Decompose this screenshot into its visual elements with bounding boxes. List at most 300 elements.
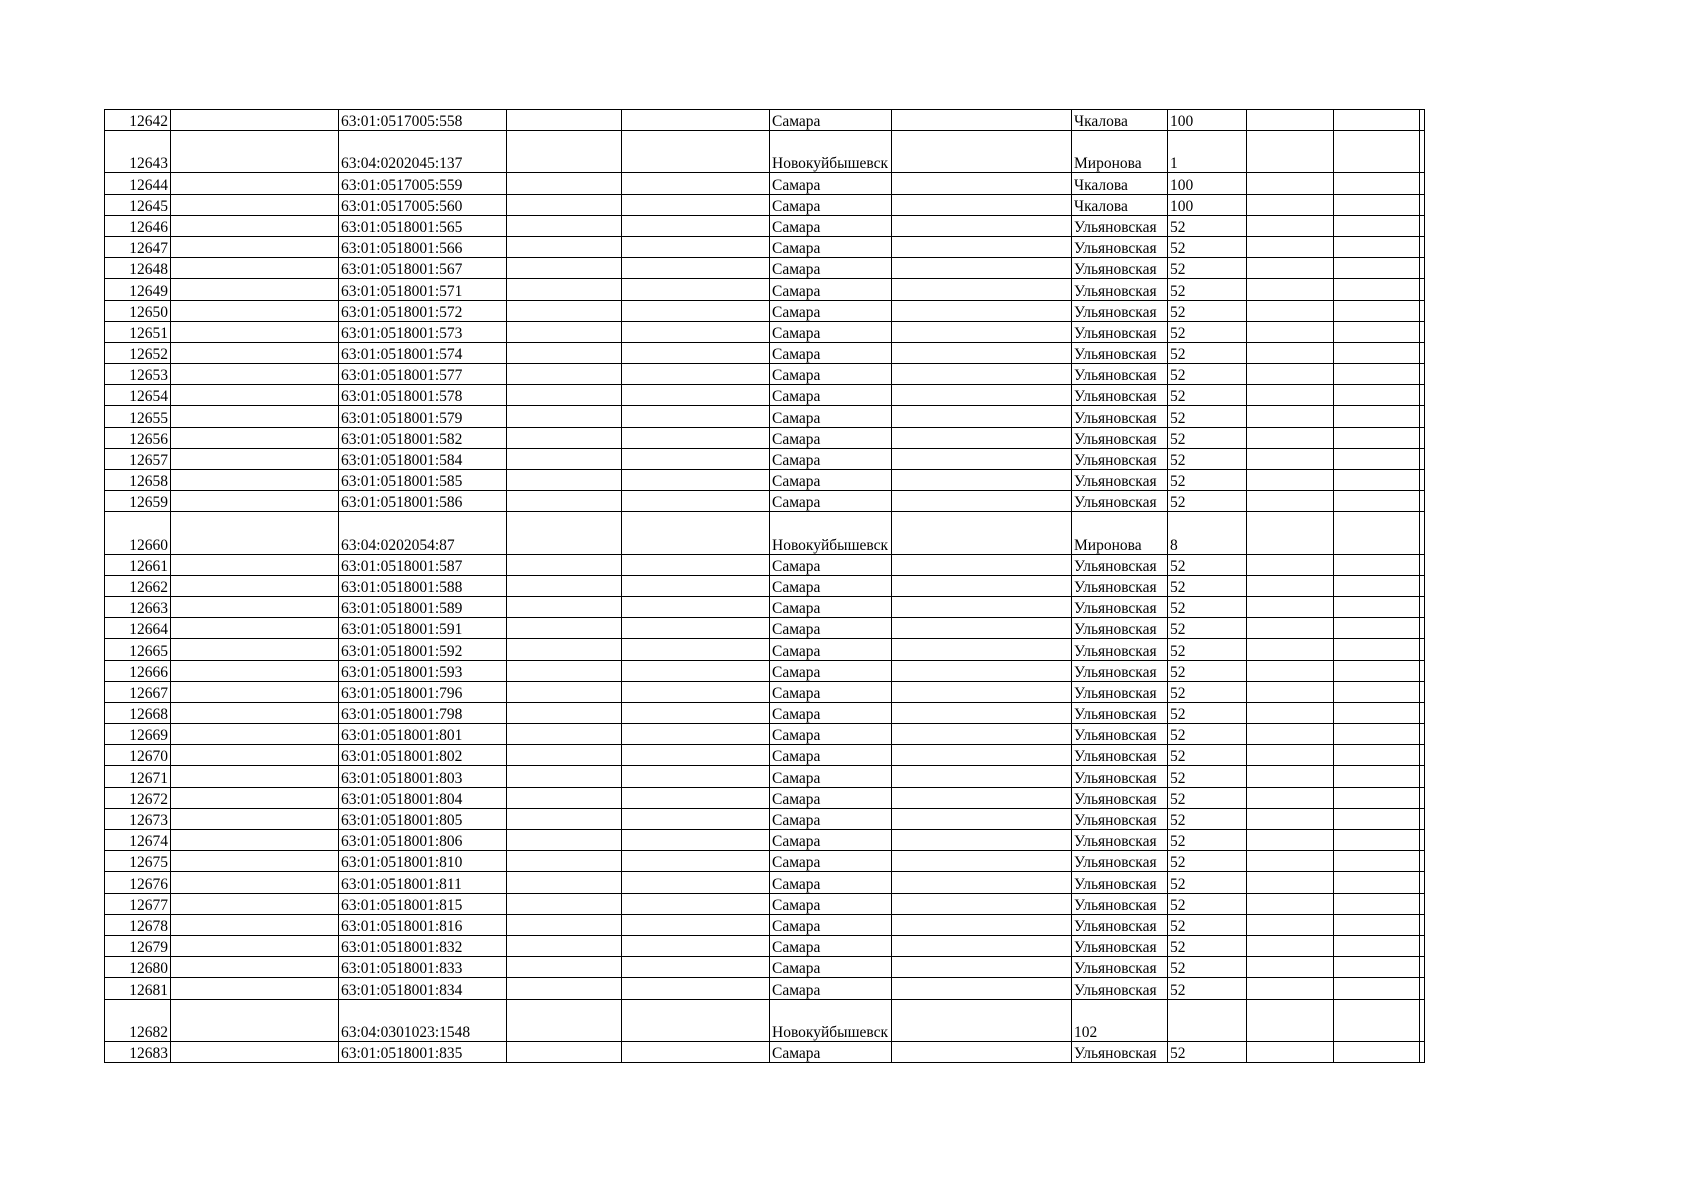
- city-cell: Самара: [770, 702, 892, 723]
- city-cell: Самара: [770, 110, 892, 131]
- empty-cell: [1334, 999, 1420, 1041]
- empty-cell: [892, 342, 1072, 363]
- empty-cell: [1420, 914, 1425, 935]
- city-cell: Самара: [770, 957, 892, 978]
- empty-cell: [171, 512, 339, 554]
- empty-cell: [1420, 173, 1425, 194]
- table-row: [105, 618, 1425, 639]
- street-cell: Чкалова: [1072, 110, 1168, 131]
- street-cell: Ульяновская: [1072, 681, 1168, 702]
- empty-cell: [507, 512, 622, 554]
- cadastral-number-cell: 63:01:0518001:574: [339, 342, 507, 363]
- table-row: [105, 491, 1425, 512]
- house-number-cell: 52: [1168, 618, 1247, 639]
- empty-cell: [171, 470, 339, 491]
- cadastral-number-cell: 63:04:0202054:87: [339, 512, 507, 554]
- empty-cell: [1420, 639, 1425, 660]
- row-number-cell: 12654: [105, 385, 171, 406]
- empty-cell: [1247, 1041, 1334, 1062]
- empty-cell: [507, 575, 622, 596]
- cadastral-number-cell: 63:01:0518001:567: [339, 258, 507, 279]
- house-number-cell: 52: [1168, 681, 1247, 702]
- table-row: [105, 999, 1425, 1041]
- empty-cell: [1420, 279, 1425, 300]
- empty-cell: [507, 893, 622, 914]
- street-cell: Ульяновская: [1072, 957, 1168, 978]
- empty-cell: [507, 745, 622, 766]
- table-row: [105, 639, 1425, 660]
- house-number-cell: 8: [1168, 512, 1247, 554]
- city-cell: Самара: [770, 491, 892, 512]
- empty-cell: [1420, 872, 1425, 893]
- empty-cell: [1247, 851, 1334, 872]
- empty-cell: [1334, 406, 1420, 427]
- empty-cell: [622, 194, 770, 215]
- street-cell: Ульяновская: [1072, 618, 1168, 639]
- empty-cell: [507, 935, 622, 956]
- empty-cell: [171, 766, 339, 787]
- cadastral-number-cell: 63:01:0518001:801: [339, 724, 507, 745]
- street-cell: Ульяновская: [1072, 978, 1168, 999]
- city-cell: Самара: [770, 258, 892, 279]
- table-row: [105, 236, 1425, 257]
- empty-cell: [171, 364, 339, 385]
- street-cell: Ульяновская: [1072, 830, 1168, 851]
- cadastral-number-cell: 63:01:0518001:811: [339, 872, 507, 893]
- table-row: [105, 258, 1425, 279]
- house-number-cell: 1: [1168, 131, 1247, 173]
- table-row: [105, 724, 1425, 745]
- city-cell: Самара: [770, 173, 892, 194]
- empty-cell: [1334, 279, 1420, 300]
- empty-cell: [1420, 215, 1425, 236]
- empty-cell: [1334, 935, 1420, 956]
- empty-cell: [507, 470, 622, 491]
- empty-cell: [1420, 300, 1425, 321]
- empty-cell: [892, 300, 1072, 321]
- row-number-cell: 12662: [105, 575, 171, 596]
- empty-cell: [1247, 681, 1334, 702]
- empty-cell: [1247, 724, 1334, 745]
- table-row: [105, 448, 1425, 469]
- empty-cell: [622, 512, 770, 554]
- empty-cell: [1334, 787, 1420, 808]
- empty-cell: [1420, 554, 1425, 575]
- empty-cell: [892, 724, 1072, 745]
- cadastral-number-cell: 63:01:0518001:588: [339, 575, 507, 596]
- empty-cell: [507, 766, 622, 787]
- empty-cell: [622, 935, 770, 956]
- empty-cell: [1334, 385, 1420, 406]
- city-cell: Самара: [770, 766, 892, 787]
- row-number-cell: 12674: [105, 830, 171, 851]
- cadastral-number-cell: 63:04:0301023:1548: [339, 999, 507, 1041]
- house-number-cell: 52: [1168, 978, 1247, 999]
- city-cell: Самара: [770, 787, 892, 808]
- cadastral-number-cell: 63:01:0518001:565: [339, 215, 507, 236]
- empty-cell: [1420, 724, 1425, 745]
- empty-cell: [171, 575, 339, 596]
- empty-cell: [1247, 406, 1334, 427]
- empty-cell: [622, 342, 770, 363]
- empty-cell: [1247, 279, 1334, 300]
- empty-cell: [1247, 470, 1334, 491]
- cadastral-number-cell: 63:01:0518001:835: [339, 1041, 507, 1062]
- row-number-cell: 12682: [105, 999, 171, 1041]
- city-cell: Самара: [770, 851, 892, 872]
- cadastral-number-cell: 63:01:0518001:586: [339, 491, 507, 512]
- empty-cell: [1247, 342, 1334, 363]
- city-cell: Самара: [770, 1041, 892, 1062]
- city-cell: Новокуйбышевск: [770, 131, 892, 173]
- empty-cell: [622, 173, 770, 194]
- empty-cell: [171, 131, 339, 173]
- empty-cell: [507, 491, 622, 512]
- empty-cell: [507, 321, 622, 342]
- city-cell: Самара: [770, 554, 892, 575]
- empty-cell: [622, 215, 770, 236]
- empty-cell: [622, 427, 770, 448]
- empty-cell: [1247, 110, 1334, 131]
- empty-cell: [892, 406, 1072, 427]
- empty-cell: [892, 321, 1072, 342]
- empty-cell: [1420, 596, 1425, 617]
- empty-cell: [622, 808, 770, 829]
- street-cell: Ульяновская: [1072, 491, 1168, 512]
- table-row: [105, 342, 1425, 363]
- empty-cell: [622, 978, 770, 999]
- empty-cell: [1420, 470, 1425, 491]
- house-number-cell: 52: [1168, 830, 1247, 851]
- empty-cell: [507, 596, 622, 617]
- house-number-cell: 52: [1168, 427, 1247, 448]
- empty-cell: [892, 872, 1072, 893]
- empty-cell: [1334, 342, 1420, 363]
- registry-table: [104, 109, 1425, 1063]
- empty-cell: [1420, 258, 1425, 279]
- empty-cell: [1420, 957, 1425, 978]
- city-cell: Самара: [770, 427, 892, 448]
- row-number-cell: 12672: [105, 787, 171, 808]
- cadastral-number-cell: 63:01:0518001:804: [339, 787, 507, 808]
- empty-cell: [1247, 957, 1334, 978]
- empty-cell: [171, 406, 339, 427]
- table-row: [105, 787, 1425, 808]
- cadastral-number-cell: 63:01:0518001:584: [339, 448, 507, 469]
- cadastral-number-cell: 63:01:0518001:810: [339, 851, 507, 872]
- cadastral-number-cell: 63:01:0518001:798: [339, 702, 507, 723]
- city-cell: Самара: [770, 872, 892, 893]
- row-number-cell: 12666: [105, 660, 171, 681]
- empty-cell: [892, 364, 1072, 385]
- empty-cell: [171, 957, 339, 978]
- house-number-cell: 52: [1168, 364, 1247, 385]
- empty-cell: [892, 639, 1072, 660]
- empty-cell: [507, 364, 622, 385]
- empty-cell: [892, 491, 1072, 512]
- city-cell: Самара: [770, 639, 892, 660]
- house-number-cell: 52: [1168, 385, 1247, 406]
- city-cell: Самара: [770, 618, 892, 639]
- empty-cell: [1334, 194, 1420, 215]
- empty-cell: [1334, 702, 1420, 723]
- table-row: [105, 321, 1425, 342]
- row-number-cell: 12652: [105, 342, 171, 363]
- row-number-cell: 12676: [105, 872, 171, 893]
- house-number-cell: 52: [1168, 1041, 1247, 1062]
- empty-cell: [1420, 745, 1425, 766]
- empty-cell: [892, 914, 1072, 935]
- empty-cell: [507, 427, 622, 448]
- street-cell: Ульяновская: [1072, 385, 1168, 406]
- empty-cell: [892, 427, 1072, 448]
- empty-cell: [1420, 618, 1425, 639]
- table-row: [105, 427, 1425, 448]
- empty-cell: [892, 745, 1072, 766]
- empty-cell: [171, 872, 339, 893]
- empty-cell: [622, 385, 770, 406]
- street-cell: Ульяновская: [1072, 745, 1168, 766]
- empty-cell: [507, 279, 622, 300]
- empty-cell: [171, 215, 339, 236]
- table-row: [105, 660, 1425, 681]
- empty-cell: [1247, 194, 1334, 215]
- empty-cell: [622, 258, 770, 279]
- empty-cell: [622, 999, 770, 1041]
- empty-cell: [1334, 724, 1420, 745]
- row-number-cell: 12670: [105, 745, 171, 766]
- empty-cell: [1420, 512, 1425, 554]
- cadastral-number-cell: 63:04:0202045:137: [339, 131, 507, 173]
- city-cell: Самара: [770, 660, 892, 681]
- row-number-cell: 12660: [105, 512, 171, 554]
- empty-cell: [507, 194, 622, 215]
- cadastral-number-cell: 63:01:0518001:585: [339, 470, 507, 491]
- empty-cell: [1420, 236, 1425, 257]
- row-number-cell: 12663: [105, 596, 171, 617]
- empty-cell: [1247, 554, 1334, 575]
- empty-cell: [1247, 639, 1334, 660]
- table-body: [105, 110, 1425, 1063]
- empty-cell: [507, 110, 622, 131]
- city-cell: Новокуйбышевск: [770, 512, 892, 554]
- street-cell: Ульяновская: [1072, 935, 1168, 956]
- house-number-cell: 52: [1168, 321, 1247, 342]
- table-row: [105, 935, 1425, 956]
- row-number-cell: 12658: [105, 470, 171, 491]
- empty-cell: [1247, 491, 1334, 512]
- street-cell: Ульяновская: [1072, 914, 1168, 935]
- empty-cell: [171, 999, 339, 1041]
- cadastral-number-cell: 63:01:0518001:579: [339, 406, 507, 427]
- house-number-cell: 52: [1168, 702, 1247, 723]
- cadastral-number-cell: 63:01:0517005:560: [339, 194, 507, 215]
- empty-cell: [171, 491, 339, 512]
- city-cell: Самара: [770, 893, 892, 914]
- cadastral-number-cell: 63:01:0518001:573: [339, 321, 507, 342]
- empty-cell: [892, 194, 1072, 215]
- empty-cell: [1420, 131, 1425, 173]
- cadastral-number-cell: 63:01:0518001:566: [339, 236, 507, 257]
- cadastral-number-cell: 63:01:0518001:834: [339, 978, 507, 999]
- empty-cell: [892, 131, 1072, 173]
- row-number-cell: 12661: [105, 554, 171, 575]
- cadastral-number-cell: 63:01:0518001:571: [339, 279, 507, 300]
- table-row: [105, 872, 1425, 893]
- empty-cell: [507, 851, 622, 872]
- house-number-cell: 52: [1168, 470, 1247, 491]
- street-cell: Чкалова: [1072, 173, 1168, 194]
- city-cell: Самара: [770, 385, 892, 406]
- house-number-cell: 52: [1168, 342, 1247, 363]
- empty-cell: [507, 131, 622, 173]
- empty-cell: [892, 470, 1072, 491]
- empty-cell: [622, 745, 770, 766]
- empty-cell: [507, 702, 622, 723]
- row-number-cell: 12651: [105, 321, 171, 342]
- cadastral-number-cell: 63:01:0518001:592: [339, 639, 507, 660]
- cadastral-number-cell: 63:01:0517005:558: [339, 110, 507, 131]
- empty-cell: [507, 173, 622, 194]
- empty-cell: [171, 618, 339, 639]
- empty-cell: [1247, 702, 1334, 723]
- empty-cell: [892, 512, 1072, 554]
- row-number-cell: 12669: [105, 724, 171, 745]
- empty-cell: [1247, 872, 1334, 893]
- empty-cell: [1247, 427, 1334, 448]
- empty-cell: [507, 448, 622, 469]
- city-cell: Самара: [770, 406, 892, 427]
- empty-cell: [507, 978, 622, 999]
- table-row: [105, 851, 1425, 872]
- street-cell: Ульяновская: [1072, 321, 1168, 342]
- empty-cell: [1334, 872, 1420, 893]
- empty-cell: [622, 618, 770, 639]
- empty-cell: [1420, 978, 1425, 999]
- empty-cell: [622, 1041, 770, 1062]
- empty-cell: [1334, 448, 1420, 469]
- row-number-cell: 12643: [105, 131, 171, 173]
- empty-cell: [171, 745, 339, 766]
- empty-cell: [892, 258, 1072, 279]
- empty-cell: [507, 957, 622, 978]
- empty-cell: [507, 385, 622, 406]
- row-number-cell: 12646: [105, 215, 171, 236]
- empty-cell: [1334, 110, 1420, 131]
- empty-cell: [892, 978, 1072, 999]
- city-cell: Самара: [770, 935, 892, 956]
- empty-cell: [507, 999, 622, 1041]
- empty-cell: [892, 702, 1072, 723]
- empty-cell: [507, 236, 622, 257]
- empty-cell: [1420, 427, 1425, 448]
- empty-cell: [1247, 893, 1334, 914]
- empty-cell: [622, 914, 770, 935]
- table-row: [105, 512, 1425, 554]
- row-number-cell: 12642: [105, 110, 171, 131]
- cadastral-number-cell: 63:01:0518001:806: [339, 830, 507, 851]
- city-cell: Самара: [770, 342, 892, 363]
- row-number-cell: 12648: [105, 258, 171, 279]
- empty-cell: [1247, 321, 1334, 342]
- empty-cell: [1334, 914, 1420, 935]
- empty-cell: [1334, 639, 1420, 660]
- empty-cell: [1334, 173, 1420, 194]
- empty-cell: [171, 236, 339, 257]
- house-number-cell: 52: [1168, 724, 1247, 745]
- empty-cell: [1334, 215, 1420, 236]
- row-number-cell: 12673: [105, 808, 171, 829]
- empty-cell: [171, 258, 339, 279]
- street-cell: Ульяновская: [1072, 406, 1168, 427]
- empty-cell: [171, 660, 339, 681]
- row-number-cell: 12653: [105, 364, 171, 385]
- empty-cell: [171, 554, 339, 575]
- table-row: [105, 702, 1425, 723]
- city-cell: Самара: [770, 575, 892, 596]
- empty-cell: [892, 851, 1072, 872]
- street-cell: Ульяновская: [1072, 236, 1168, 257]
- empty-cell: [1334, 660, 1420, 681]
- city-cell: Самара: [770, 236, 892, 257]
- table-row: [105, 470, 1425, 491]
- house-number-cell: 100: [1168, 194, 1247, 215]
- row-number-cell: 12681: [105, 978, 171, 999]
- empty-cell: [507, 808, 622, 829]
- cadastral-number-cell: 63:01:0518001:816: [339, 914, 507, 935]
- table-row: [105, 575, 1425, 596]
- empty-cell: [892, 830, 1072, 851]
- empty-cell: [1420, 194, 1425, 215]
- street-cell: Ульяновская: [1072, 215, 1168, 236]
- house-number-cell: 100: [1168, 110, 1247, 131]
- table-row: [105, 364, 1425, 385]
- empty-cell: [1247, 596, 1334, 617]
- empty-cell: [1420, 851, 1425, 872]
- empty-cell: [1420, 660, 1425, 681]
- table-row: [105, 681, 1425, 702]
- empty-cell: [622, 872, 770, 893]
- empty-cell: [507, 258, 622, 279]
- row-number-cell: 12680: [105, 957, 171, 978]
- empty-cell: [1334, 618, 1420, 639]
- empty-cell: [892, 110, 1072, 131]
- empty-cell: [1420, 406, 1425, 427]
- city-cell: Самара: [770, 194, 892, 215]
- table-row: [105, 131, 1425, 173]
- street-cell: Ульяновская: [1072, 300, 1168, 321]
- empty-cell: [1247, 131, 1334, 173]
- empty-cell: [1247, 364, 1334, 385]
- empty-cell: [1420, 342, 1425, 363]
- empty-cell: [507, 872, 622, 893]
- empty-cell: [892, 935, 1072, 956]
- empty-cell: [1334, 745, 1420, 766]
- house-number-cell: 52: [1168, 935, 1247, 956]
- empty-cell: [1420, 491, 1425, 512]
- table-row: [105, 914, 1425, 935]
- street-cell: Ульяновская: [1072, 258, 1168, 279]
- house-number-cell: 52: [1168, 575, 1247, 596]
- empty-cell: [622, 110, 770, 131]
- street-cell: Ульяновская: [1072, 470, 1168, 491]
- empty-cell: [507, 787, 622, 808]
- empty-cell: [1420, 893, 1425, 914]
- street-cell: Ульяновская: [1072, 702, 1168, 723]
- empty-cell: [622, 639, 770, 660]
- empty-cell: [1334, 893, 1420, 914]
- empty-cell: [1247, 999, 1334, 1041]
